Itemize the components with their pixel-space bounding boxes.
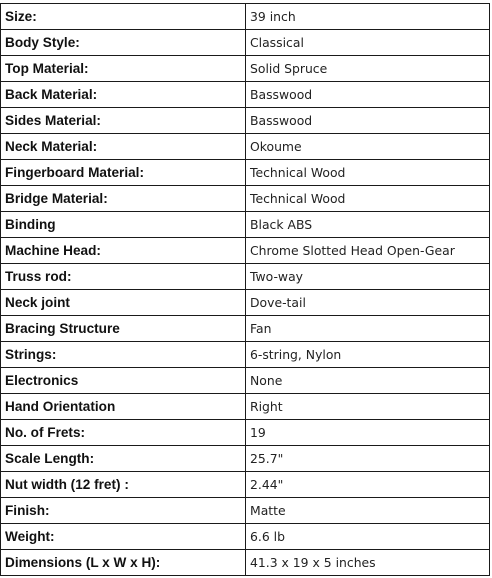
spec-value: Fan: [246, 316, 490, 342]
spec-row: [1, 212, 490, 238]
spec-label: Machine Head:: [1, 238, 246, 264]
spec-label: Nut width (12 fret) :: [1, 472, 246, 498]
spec-value: 2.44": [246, 472, 490, 498]
spec-value: Dove-tail: [246, 290, 490, 316]
spec-row: [1, 264, 490, 290]
spec-label: Neck Material:: [1, 134, 246, 160]
spec-label: Binding: [1, 212, 246, 238]
spec-row: [1, 186, 490, 212]
spec-value: None: [246, 368, 490, 394]
spec-row: [1, 420, 490, 446]
spec-label: Finish:: [1, 498, 246, 524]
spec-value: 19: [246, 420, 490, 446]
spec-value: 39 inch: [246, 4, 490, 30]
spec-row: [1, 134, 490, 160]
spec-label: Size:: [1, 4, 246, 30]
spec-value: 25.7": [246, 446, 490, 472]
spec-row: [1, 368, 490, 394]
spec-value: Chrome Slotted Head Open-Gear: [246, 238, 490, 264]
spec-value: Okoume: [246, 134, 490, 160]
spec-value: Solid Spruce: [246, 56, 490, 82]
spec-label: Body Style:: [1, 30, 246, 56]
spec-value: 41.3 x 19 x 5 inches: [246, 550, 490, 576]
spec-row: [1, 550, 490, 576]
spec-row: [1, 82, 490, 108]
spec-label: Weight:: [1, 524, 246, 550]
spec-label: Dimensions (L x W x H):: [1, 550, 246, 576]
specifications-table: [0, 3, 490, 576]
spec-row: [1, 524, 490, 550]
spec-row: [1, 160, 490, 186]
spec-label: No. of Frets:: [1, 420, 246, 446]
spec-row: [1, 498, 490, 524]
spec-label: Bracing Structure: [1, 316, 246, 342]
spec-label: Neck joint: [1, 290, 246, 316]
specifications-table-body: [1, 4, 490, 576]
spec-row: [1, 394, 490, 420]
spec-row: [1, 30, 490, 56]
spec-row: [1, 56, 490, 82]
spec-value: Technical Wood: [246, 160, 490, 186]
spec-label: Sides Material:: [1, 108, 246, 134]
spec-row: [1, 342, 490, 368]
spec-value: Technical Wood: [246, 186, 490, 212]
spec-value: Classical: [246, 30, 490, 56]
spec-value: Two-way: [246, 264, 490, 290]
spec-label: Scale Length:: [1, 446, 246, 472]
spec-label: Top Material:: [1, 56, 246, 82]
spec-value: Basswood: [246, 108, 490, 134]
spec-label: Fingerboard Material:: [1, 160, 246, 186]
spec-row: [1, 4, 490, 30]
spec-value: Matte: [246, 498, 490, 524]
spec-value: 6.6 lb: [246, 524, 490, 550]
spec-label: Back Material:: [1, 82, 246, 108]
spec-row: [1, 472, 490, 498]
spec-value: Black ABS: [246, 212, 490, 238]
spec-value: Right: [246, 394, 490, 420]
spec-row: [1, 290, 490, 316]
spec-label: Hand Orientation: [1, 394, 246, 420]
spec-row: [1, 238, 490, 264]
spec-value: Basswood: [246, 82, 490, 108]
spec-value: 6-string, Nylon: [246, 342, 490, 368]
spec-row: [1, 108, 490, 134]
spec-row: [1, 316, 490, 342]
spec-label: Truss rod:: [1, 264, 246, 290]
spec-label: Electronics: [1, 368, 246, 394]
spec-row: [1, 446, 490, 472]
spec-label: Bridge Material:: [1, 186, 246, 212]
spec-label: Strings:: [1, 342, 246, 368]
